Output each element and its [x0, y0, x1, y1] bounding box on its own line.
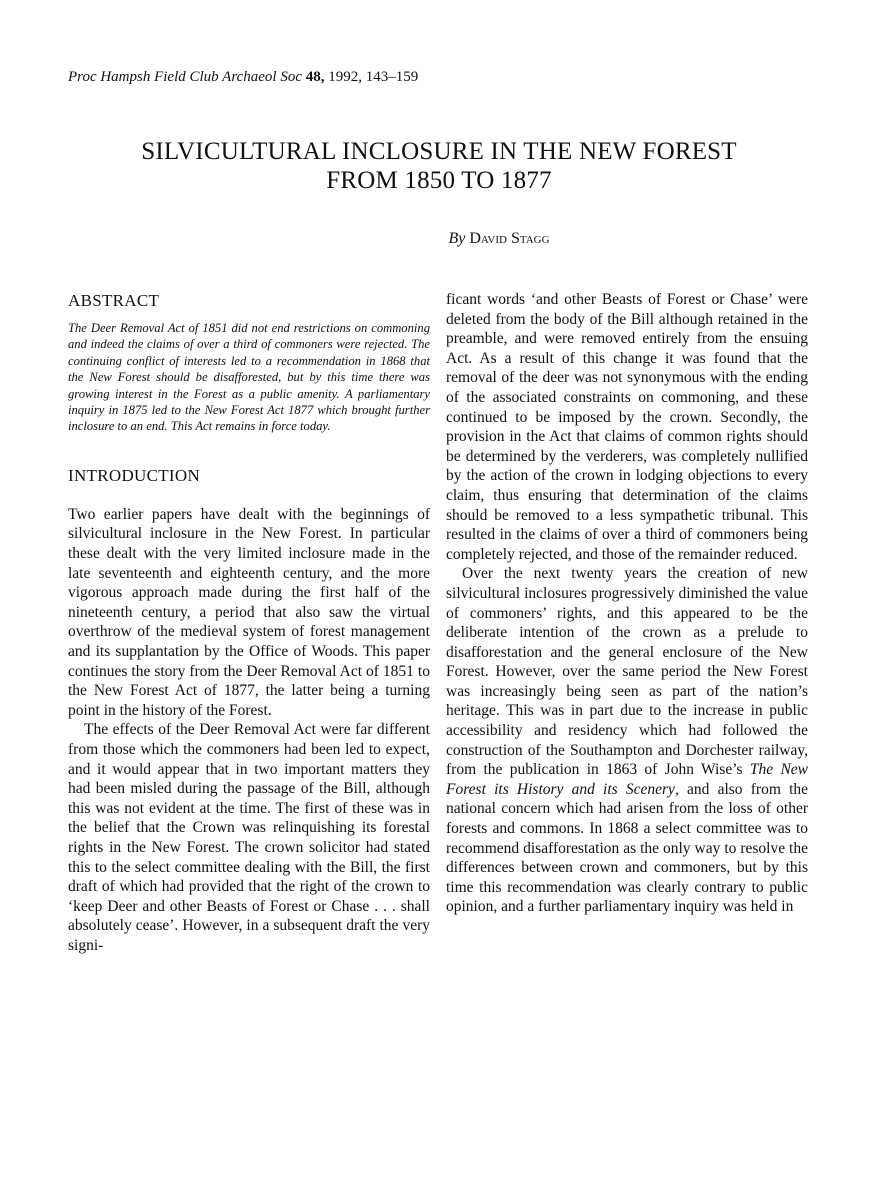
article-title [68, 137, 810, 195]
abstract-heading: ABSTRACT [68, 291, 160, 310]
byline-by: By [448, 230, 466, 247]
right-paragraph-2 [446, 564, 808, 917]
running-head [68, 68, 418, 86]
left-column [68, 290, 430, 956]
title-line-2: FROM 1850 TO 1877 [326, 167, 552, 194]
paragraph-2-text-b: , and also from the national concern which had arisen from the loss of other forests and commons. In 1868 a select committee was to recommend disafforestation as the only way to resolve the differences between crown and commoners, but by this time this recommendation was clearly contrary to public opinion, and a further parliamentary inquiry was held in [446, 780, 809, 916]
right-column [446, 290, 808, 917]
journal-name: Proc Hampsh Field Club Archaeol Soc [68, 69, 302, 85]
year-pages: 1992, 143–159 [324, 69, 419, 85]
abstract-text: The Deer Removal Act of 1851 did not end restrictions on commoning and indeed the claims of over a third of commoners were rejected. The continuing conflict of interests led to a recommendation in 1868 that the New Forest should be disafforested, but by this time there was growing interest in the Forest as a public amenity. A parliamentary inquiry in 1875 led to the New Forest Act 1877 which brought further inclosure to an end. This Act remains in force today. [68, 321, 430, 434]
book-title: The New Forest its History and its Scenery [446, 761, 808, 798]
byline [68, 229, 810, 249]
author-name: David Stagg [469, 230, 550, 247]
title-line-1: SILVICULTURAL INCLOSURE IN THE NEW FOREST [141, 138, 737, 165]
paragraph-2-text-a: Over the next twenty years the creation of new silvicultural inclosures progressively diminished the value of commoners’ rights, and this appeared to be the deliberate intention of the crown as a prelude to disafforestation and the general enclosure of the New Forest. However, over the same period the New Forest was increasingly being seen as part of the nation’s heritage. This was in part due to the increase in public accessibility and residency which had followed the construction of the Southampton and Dorchester railway, from the publication in 1863 of John Wise’s [446, 565, 808, 779]
volume-number: 48, [305, 69, 325, 85]
right-paragraph-1: ficant words ‘and other Beasts of Forest or Chase’ were deleted from the body of the Bill although retained in the preamble, and were removed entirely from the ensuing Act. As a result of this change it was found that the removal of the deer was not synonymous with the ending of the associated constraints on commoning, and these continued to be imposed by the crown. Secondly, the provision in the Act that claims of common rights should be determined by the verderers, was completely nullified by the action of the crown in lodging objections to every claim, thus ensuring that determination of the claims should be removed to a less sympathetic tribunal. This resulted in the claims of over a third of commoners being completely rejected, and those of the remainder reduced. [446, 291, 808, 563]
intro-paragraph-2: The effects of the Deer Removal Act were far different from those which the commoners had been led to expect, and it would appear that in two important matters they had been misled during the passage of the Bill, although this was not evident at the time. The first of these was in the belief that the Crown was relinquishing its forestal rights in the New Forest. The crown solicitor had stated this to the select committee dealing with the Bill, the first draft of which had provided that the right of the crown to ‘keep Deer and other Beasts of Forest or Chase . . . shall absolutely cease’. However, in a subsequent draft the very signi- [68, 721, 430, 954]
introduction-heading: INTRODUCTION [68, 465, 201, 485]
intro-paragraph-1: Two earlier papers have dealt with the beginnings of silvicultural inclosure in the New Forest. In particular these dealt with the very limited inclosure made in the late seventeenth and eighteenth century, and the more vigorous approach made during the first half of the nineteenth century, a period that also saw the virtual overthrow of the medieval system of forest management and its supplantation by the Office of Woods. This paper continues the story from the Deer Removal Act of 1851 to the New Forest Act of 1877, the latter being a turning point in the history of the Forest. [68, 505, 430, 719]
